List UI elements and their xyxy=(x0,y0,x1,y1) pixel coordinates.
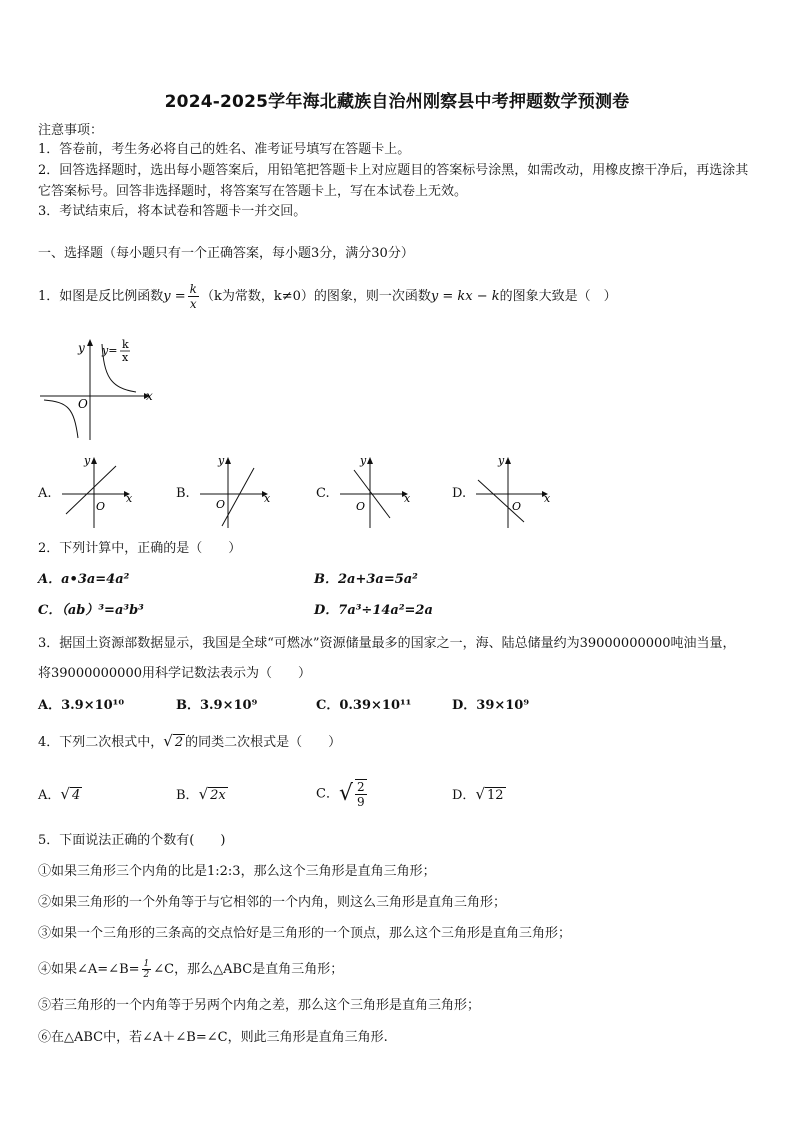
q1-graph-origin: O xyxy=(78,397,88,411)
q4-stem-a: 4．下列二次根式中， xyxy=(38,735,164,750)
q1-option-b-graph[interactable] xyxy=(196,452,276,530)
q1-mid: （k为常数，k≠0）的图象，则一次函数 xyxy=(200,289,431,304)
q4-option-d-label: D． xyxy=(452,788,476,803)
q1-func-lhs: y = xyxy=(163,289,186,304)
q5-statement-4-fraction xyxy=(142,959,152,980)
question-4-stem xyxy=(38,731,341,753)
q1a-origin: O xyxy=(96,500,106,513)
q1-graph-label-y: y= xyxy=(102,344,118,357)
q4-option-a-label: A． xyxy=(38,788,61,803)
q4-stem-b: 的同类二次根式是（ ） xyxy=(185,735,342,750)
q1-graph-axis-y: y xyxy=(78,341,85,355)
q3-option-b[interactable]: B．3.9×10⁹ xyxy=(176,698,258,713)
q5-statement-4-tail: ∠C，那么△ABC是直角三角形； xyxy=(153,962,344,977)
q4-option-c-sqrt-sign: √ xyxy=(338,781,353,806)
q1d-axis-y: y xyxy=(498,454,505,467)
q1-graph-label-num: k xyxy=(122,338,129,351)
q1-option-c-graph[interactable] xyxy=(336,452,416,530)
q4-stem-sqrt: √ 2 xyxy=(163,732,184,750)
q4-option-d-radicand: 12 xyxy=(487,788,504,803)
q4-option-c[interactable] xyxy=(316,772,369,817)
q1a-axis-x: x xyxy=(126,492,133,505)
q1b-axis-x: x xyxy=(264,492,271,505)
q4-option-d-sqrt: √ 12 xyxy=(475,785,504,803)
q5-statement-4-head: ④如果∠A=∠B= xyxy=(38,962,140,977)
q4-option-d[interactable] xyxy=(452,784,506,806)
section-heading-choice: 一、选择题（每小题只有一个正确答案，每小题3分，满分30分） xyxy=(38,246,414,261)
q5-statement-5: ⑤若三角形的一个内角等于另两个内角之差，那么这个三角形是直角三角形； xyxy=(38,998,481,1013)
q1b-axis-y: y xyxy=(218,454,225,467)
q4-option-b-radicand: 2x xyxy=(210,788,226,803)
q1-graph-axis-x: x xyxy=(146,389,153,403)
q4-option-c-den: 9 xyxy=(356,795,365,809)
question-5-stem: 5．下面说法正确的个数有( ) xyxy=(38,833,226,848)
q4-option-a-sqrt: √ 4 xyxy=(60,785,81,803)
q5-frac-den: 2 xyxy=(143,970,150,980)
question-3-stem-line-2: 将39000000000用科学记数法表示为（ ） xyxy=(38,666,311,681)
q2-option-a[interactable]: A．a•3a=4a² xyxy=(38,572,130,587)
q4-option-b[interactable] xyxy=(176,784,228,806)
q1-hyperbola-graph xyxy=(40,336,152,442)
notice-item-1: 1．答卷前，考生务必将自己的姓名、准考证号填写在答题卡上。 xyxy=(38,142,411,157)
q1-option-c-label[interactable]: C. xyxy=(316,486,330,501)
q5-statement-3: ③如果一个三角形的三条高的交点恰好是三角形的一个顶点，那么这个三角形是直角三角形； xyxy=(38,926,572,941)
q3-option-d[interactable]: D．39×10⁹ xyxy=(452,698,530,713)
q1-linear-func: y = kx − k xyxy=(430,289,500,304)
q3-option-a[interactable]: A．3.9×10¹⁰ xyxy=(38,698,125,713)
q2-option-c[interactable]: C．（ab）³=a³b³ xyxy=(38,603,144,618)
notice-item-3: 3．考试结束后，将本试卷和答题卡一并交回。 xyxy=(38,204,307,219)
q1-suffix: 的图象大致是（ ） xyxy=(499,289,617,304)
q1-frac-den: x xyxy=(189,297,197,311)
q1-graph-label-den: x xyxy=(122,351,129,364)
q5-statement-6: ⑥在△ABC中，若∠A＋∠B=∠C，则此三角形是直角三角形. xyxy=(38,1030,388,1045)
q1c-axis-y: y xyxy=(360,454,367,467)
q1d-axis-x: x xyxy=(544,492,551,505)
page-title: 2024-2025学年海北藏族自治州刚察县中考押题数学预测卷 xyxy=(164,92,630,112)
q2-option-d[interactable]: D．7a³÷14a²=2a xyxy=(314,603,433,618)
q1-option-b-label[interactable]: B. xyxy=(176,486,190,501)
q1-frac-num: k xyxy=(189,282,197,296)
q5-frac-num: 1 xyxy=(143,959,150,969)
q1-fraction xyxy=(188,282,199,311)
q1-option-a-graph[interactable] xyxy=(58,452,138,530)
q1-option-d-label[interactable]: D. xyxy=(452,486,467,501)
notice-heading: 注意事项： xyxy=(38,123,104,138)
q1a-axis-y: y xyxy=(84,454,91,467)
q5-statement-1: ①如果三角形三个内角的比是1:2:3，那么这个三角形是直角三角形； xyxy=(38,864,436,879)
q4-option-a[interactable] xyxy=(38,784,82,806)
notice-item-2: 2．回答选择题时，选出每小题答案后，用铅笔把答题卡上对应题目的答案标号涂黑，如需改动，用橡皮擦干净后，再选涂其它答案标号。回答非选择题时，将答案写在答题卡上，写在本试卷上无效。 xyxy=(38,163,749,199)
q1-prefix: 1．如图是反比例函数 xyxy=(38,289,164,304)
question-1-stem xyxy=(38,282,617,311)
q4-stem-radicand: 2 xyxy=(174,735,184,750)
q1b-origin: O xyxy=(216,498,226,511)
q4-option-a-radicand: 4 xyxy=(71,788,81,803)
q5-statement-4 xyxy=(38,958,343,982)
question-3-stem-line-1: 3．据国土资源部数据显示，我国是全球“可燃冰”资源储量最多的国家之一，海、陆总储量约为39000000000吨油当量， xyxy=(38,636,736,651)
q4-option-c-label: C． xyxy=(316,786,339,802)
q1-option-d-graph[interactable] xyxy=(472,452,556,530)
q2-option-b[interactable]: B．2a+3a=5a² xyxy=(314,572,418,587)
q1-option-a-label[interactable]: A. xyxy=(38,486,52,501)
q1c-axis-x: x xyxy=(404,492,411,505)
q1d-origin: O xyxy=(512,500,522,513)
question-2-stem: 2．下列计算中，正确的是（ ） xyxy=(38,541,242,556)
q4-option-c-num: 2 xyxy=(356,780,365,794)
q3-option-c[interactable]: C．0.39×10¹¹ xyxy=(316,698,412,713)
q4-option-b-sqrt: √ 2x xyxy=(198,785,226,803)
q1c-origin: O xyxy=(356,500,366,513)
q5-statement-2: ②如果三角形的一个外角等于与它相邻的一个内角，则这么三角形是直角三角形； xyxy=(38,895,507,910)
q4-option-b-label: B． xyxy=(176,788,199,803)
q4-option-c-fraction xyxy=(355,779,367,809)
